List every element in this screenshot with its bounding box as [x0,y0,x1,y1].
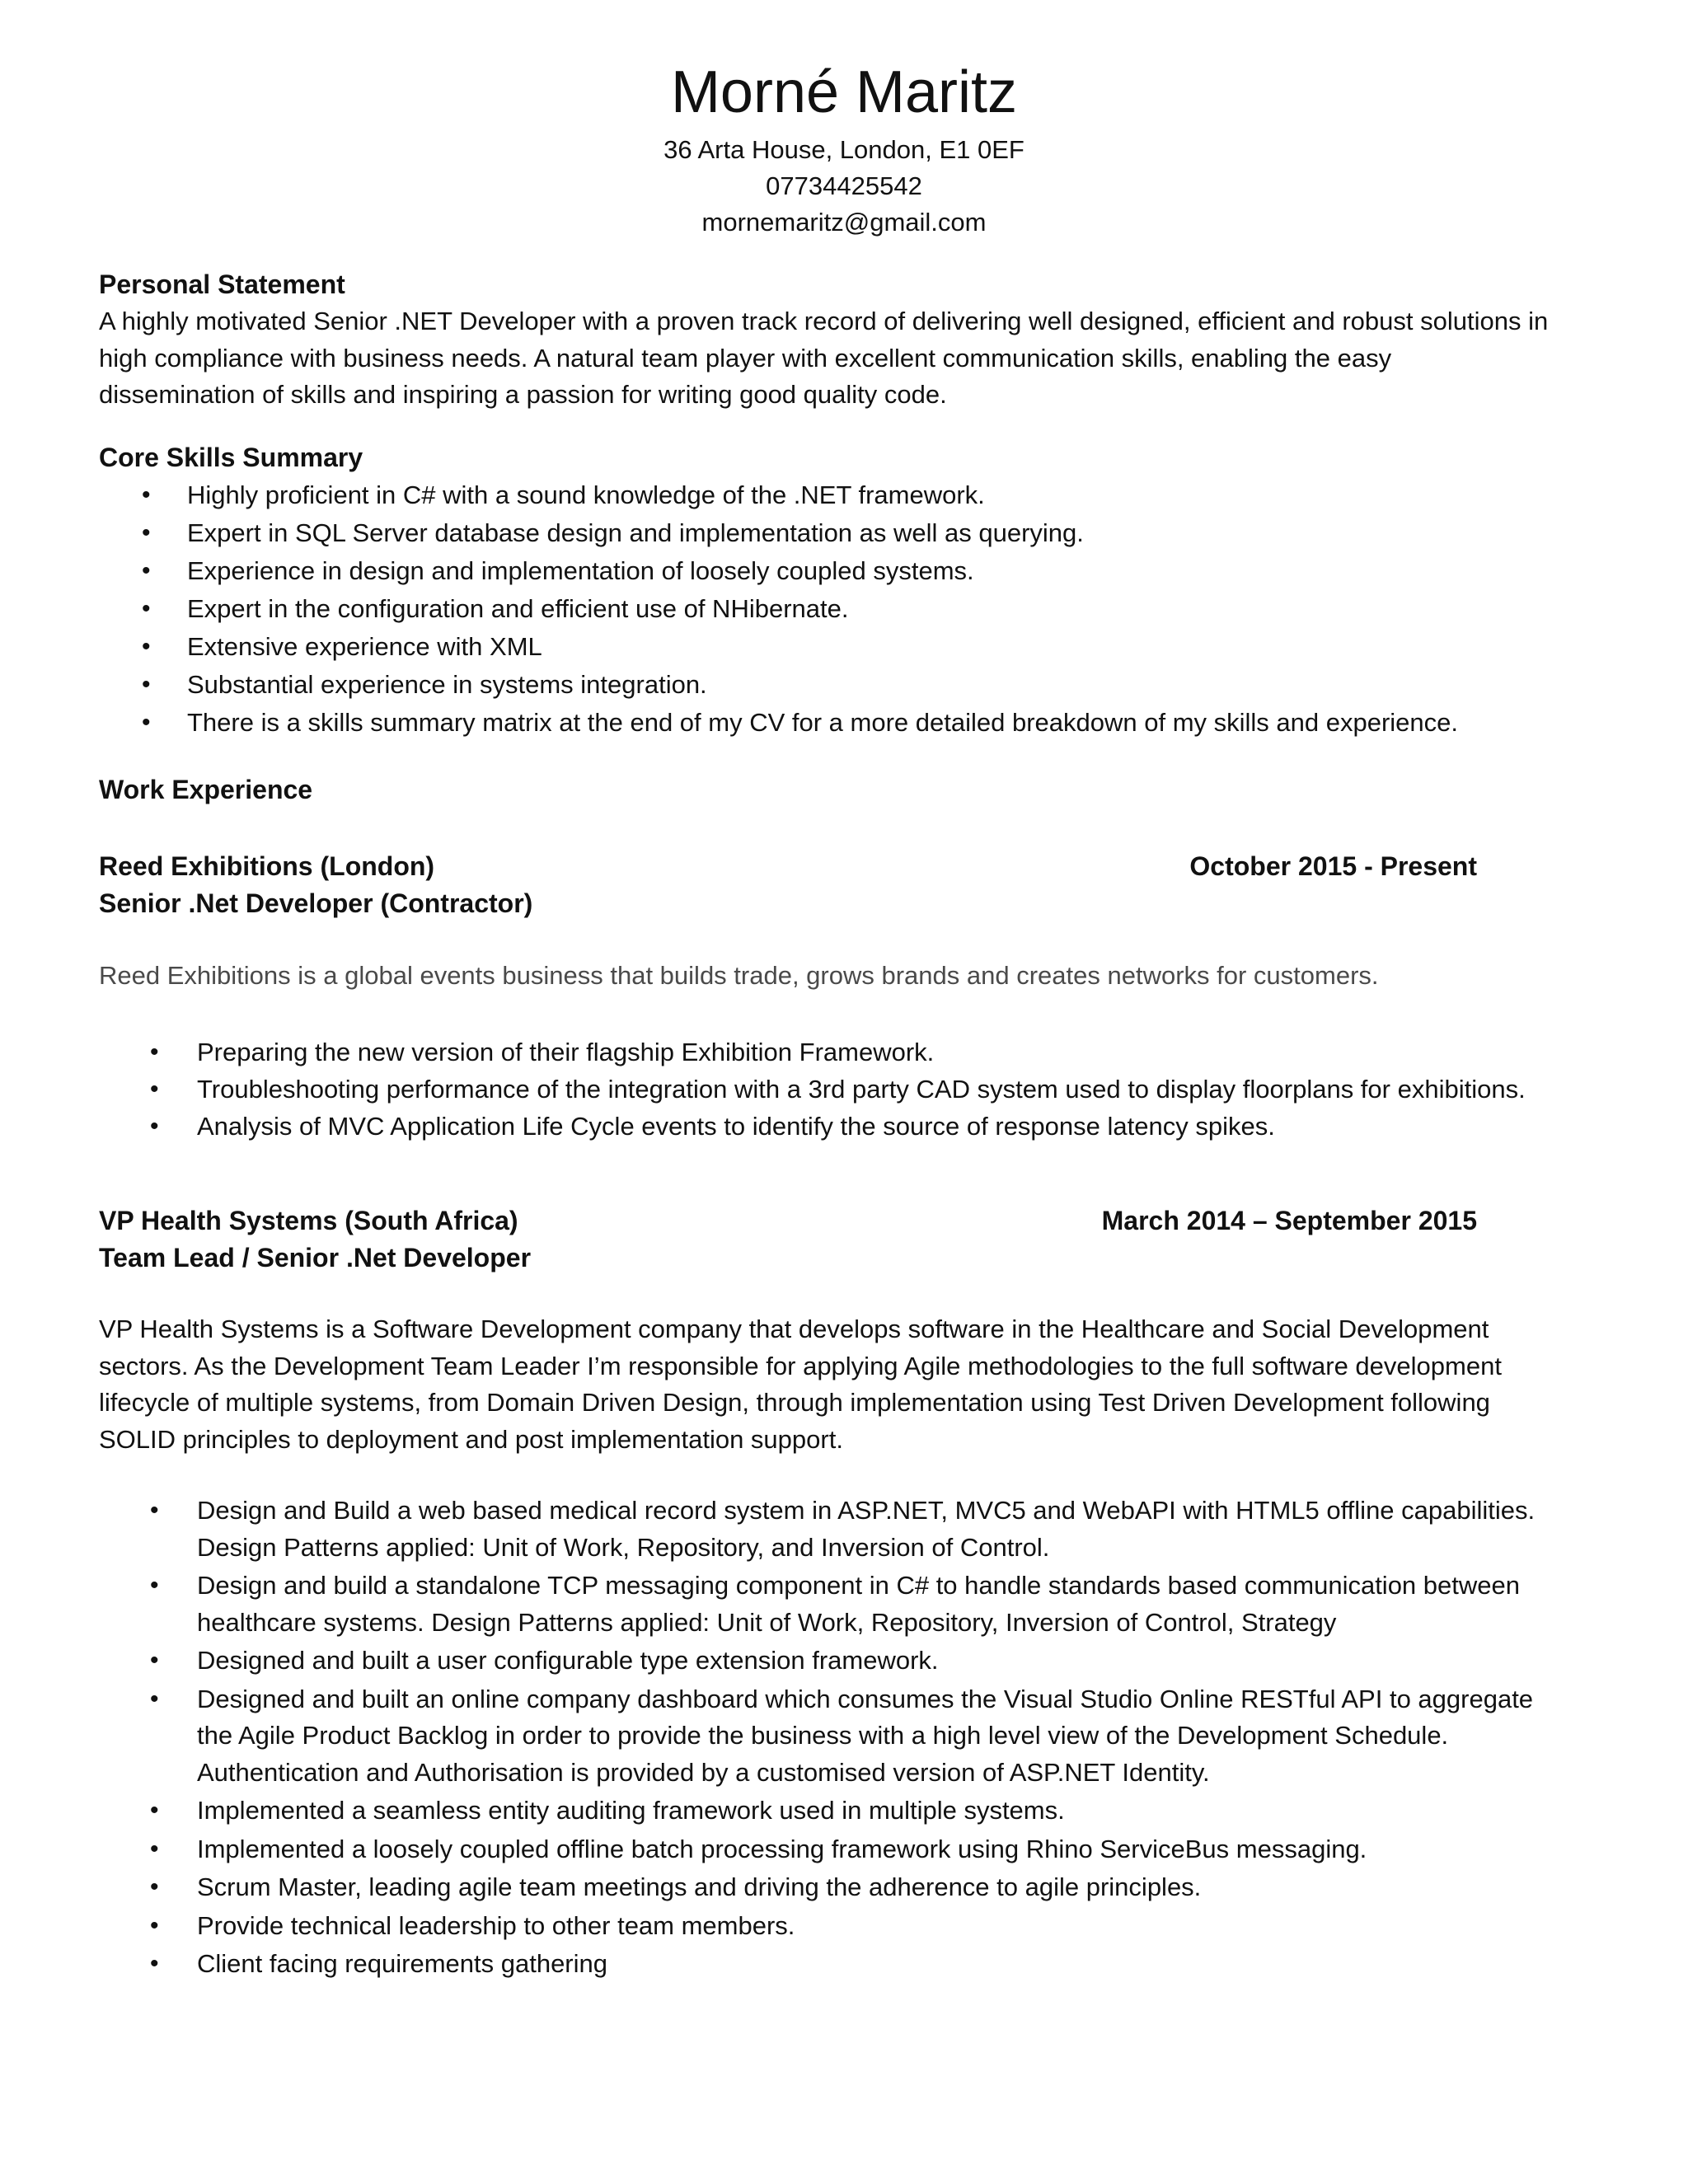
list-item: • Client facing requirements gathering [99,1946,1550,1983]
bullet-icon: • [150,1497,159,1524]
candidate-name: Morné Maritz [670,59,1018,125]
core-skills-heading: Core Skills Summary [99,443,363,472]
list-item: • Expert in SQL Server database design and implementation as well as querying. [99,514,1582,552]
job-bullets [99,1493,1550,1985]
personal-statement-heading: Personal Statement [99,269,345,299]
list-item: • Troubleshooting performance of the integration with a 3rd party CAD system used to display floorplans for exhibitions. [150,1075,1526,1104]
list-item: • Implemented a seamless entity auditing framework used in multiple systems. [99,1793,1550,1830]
list-item: • Expert in the configuration and efficient use of NHibernate. [99,590,1582,628]
bullet-icon: • [150,1911,159,1939]
bullet-icon: • [150,1038,159,1066]
job-role: Team Lead / Senior .Net Developer [99,1243,532,1272]
bullet-icon: • [150,1685,159,1713]
job-dates: March 2014 – September 2015 [1101,1206,1477,1235]
bullet-icon: • [142,671,151,698]
bullet-icon: • [150,1873,159,1900]
list-item: • Preparing the new version of their flagship Exhibition Framework. [150,1038,935,1066]
bullet-icon: • [142,481,151,509]
personal-statement-text: A highly motivated Senior .NET Developer with a proven track record of delivering well designed, efficient and robust solutions in high compliance with business needs. A natural team player with excellent communication skills, enabling the easy dissemination of skills and inspiring a passion for writing good quality code. [99,307,1549,409]
bullet-icon: • [142,519,151,546]
job-company: VP Health Systems (South Africa) [99,1206,518,1235]
list-item: • Designed and built an online company dashboard which consumes the Visual Studio Online RESTful API to aggregate the Agile Product Backlog in order to provide the business with a high level view of the Development Schedule. Authentication and Authorisation is provided by a customised version of ASP.NET Identity. [99,1681,1550,1792]
list-item: • Design and build a standalone TCP messaging component in C# to handle standards based communication between healthcare systems. Design Patterns applied: Unit of Work, Repository, Inversion of Control, Strategy [99,1568,1550,1641]
bullet-icon: • [150,1647,159,1674]
list-item: • Experience in design and implementation of loosely coupled systems. [99,552,1582,590]
email-address: mornemaritz@gmail.com [701,208,987,237]
bullet-icon: • [142,709,151,736]
bullet-icon: • [150,1950,159,1977]
list-item: • Analysis of MVC Application Life Cycle events to identify the source of response latency spikes. [150,1112,1275,1141]
job-bullets [99,1037,1550,1148]
list-item: • Design and Build a web based medical record system in ASP.NET, MVC5 and WebAPI with HTML5 offline capabilities. Design Patterns applied: Unit of Work, Repository, and Inversion of Control. [99,1493,1550,1566]
job-description: VP Health Systems is a Software Development company that develops software in the Healthcare and Social Development sectors. As the Development Team Leader I’m responsible for applying Agile methodologies to the full software development lifecycle of multiple systems, from Domain Driven Design, through implementation using Test Driven Development following SOLID principles to deployment and post implementation support. [99,1315,1502,1454]
list-item: • There is a skills summary matrix at the end of my CV for a more detailed breakdown of my skills and experience. [99,704,1582,742]
job-description: Reed Exhibitions is a global events business that builds trade, grows brands and creates networks for customers. [99,961,1379,990]
job-dates: October 2015 - Present [1189,851,1477,881]
bullet-icon: • [142,595,151,622]
list-item: • Substantial experience in systems integration. [99,666,1582,704]
bullet-icon: • [150,1835,159,1863]
bullet-icon: • [150,1113,159,1140]
job-role: Senior .Net Developer (Contractor) [99,888,533,918]
core-skills-list [99,476,1582,742]
bullet-icon: • [150,1076,159,1103]
bullet-icon: • [142,557,151,584]
work-experience-heading: Work Experience [99,775,313,804]
bullet-icon: • [150,1572,159,1599]
bullet-icon: • [142,633,151,660]
list-item: • Designed and built a user configurable type extension framework. [99,1643,1550,1680]
list-item: • Provide technical leadership to other team members. [99,1908,1550,1945]
list-item: • Scrum Master, leading agile team meetings and driving the adherence to agile principles. [99,1869,1550,1906]
list-item: • Highly proficient in C# with a sound knowledge of the .NET framework. [99,476,1582,514]
list-item: • Implemented a loosely coupled offline batch processing framework using Rhino ServiceBus messaging. [99,1831,1550,1868]
job-company: Reed Exhibitions (London) [99,851,435,881]
address: 36 Arta House, London, E1 0EF [663,135,1025,164]
bullet-icon: • [150,1797,159,1824]
phone-number: 07734425542 [766,171,922,200]
list-item: • Extensive experience with XML [99,628,1582,666]
